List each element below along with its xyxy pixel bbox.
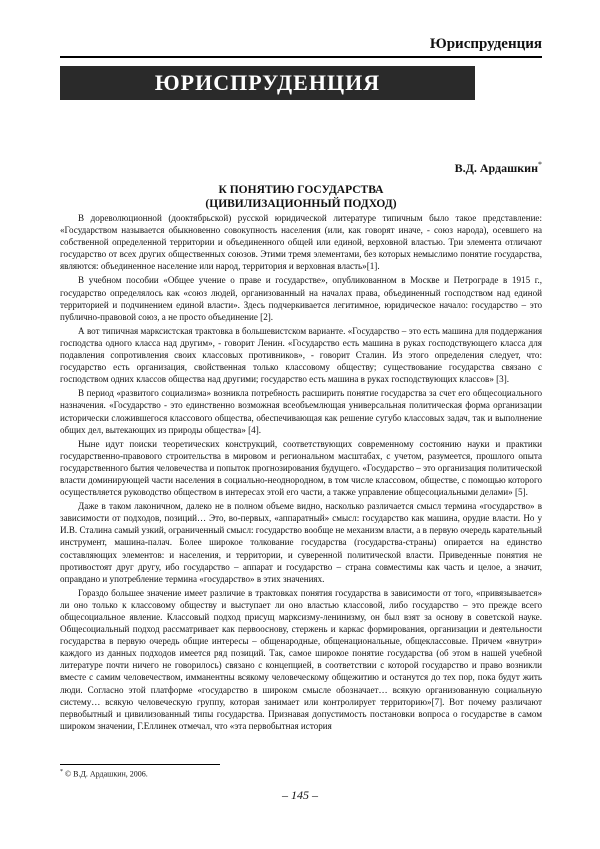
footnote-text: © В.Д. Ардашкин, 2006. bbox=[65, 769, 148, 779]
paragraph-7: Гораздо большее значение имеет различие в трактовках понятия государства в зависимости от того, «привязывается» ли оно только к классовому обществу и выступает ли оно властью классовой, либо государство – это прежде всего общесоциальное явление. Классовый подход присущ марксизму-ленинизму, он был взят за основу в советской науке. Общесоциальный подход рассматривает как первооснову, стержень и каркас формирования, организации и деятельности государства в первую очередь общие интересы – общенародные, общенациональные, общеклассовые. Причем «внутри» каждого из данных подходов имеется ряд позиций. Так, самое широкое понятие государства (об этом в нашей учебной литературе почти ничего не говорилось) связано с концепцией, в соответствии с которой государство и право возникли вместе с самим человечеством, имманентны всякому человеческому общежитию и останутся до тех пор, пока будут жить люди. Согласно этой платформе «государство в широком смысле обозначает… всякую организованную социальную систему… всякую человеческую группу, которая занимает или контролирует территорию»[7]. Вот почему различают первобытный и цивилизованный типы государства. Признавая допустимость постановки вопроса о государстве в самом широком значении, Г.Еллинек отмечал, что «эта первобытная история bbox=[60, 587, 542, 731]
paragraph-3: А вот типичная марксистская трактовка в большевистском варианте. «Государство – это есть машина для поддержания господства одного класса над другим», - говорит Ленин. «Государство есть машина в руках господствующего класса для подавления сопротивления своих классовых противников», - говорит Сталин. Из этого определения следует, что: государство есть организация, свойственная только классовому обществу; существование государства связано с господством одних классов общества над другими; государство есть машина в руках господствующих классов» [3]. bbox=[60, 325, 542, 385]
article-title-line-2: (ЦИВИЛИЗАЦИОННЫЙ ПОДХОД) bbox=[205, 198, 397, 211]
footnote bbox=[60, 769, 148, 779]
paragraph-2: В учебном пособии «Общее учение о праве и государстве», опубликованном в Москве и Петрограде в 1915 г., государство определялось как «союз людей, организованный на началах права, объединенный господством над единой территорией и подчинением единой власти». Здесь подчеркивается легитимное, юридическое начало: государство – это публично-правовой союз, а не просто объединение [2]. bbox=[60, 275, 542, 322]
page-number-label: – 145 – bbox=[282, 788, 318, 802]
page-number bbox=[0, 788, 600, 803]
author-byline bbox=[455, 160, 542, 176]
paragraph-4: В период «развитого социализма» возникла потребность расширить понятие государства за счет его общесоциального назначения. «Государство - это единственно возможная всеобъемлющая универсальная политическая форма организации исторически сложившегося классового общества, обеспечивающая как решение сугубо классовых задач, так и выполнение общих дел, вытекающих из природы общества» [4]. bbox=[60, 388, 542, 435]
article-title bbox=[60, 183, 542, 212]
paragraph-1: В дореволюционной (дооктябрьской) русской юридической литературе типичным было такое представление: «Государством называется обыкновенно совокупность населения (или, как говорят иначе, - союз народа), осевшего на собственной определенной территории и объединенного общей или единой, верховной властью. Три элемента отличают государство от всех других общественных союзов. Этими тремя элементами, без которых немыслимо понятие государства, являются: объединенное население или народ, территория и верховная власть»[1]. bbox=[60, 213, 542, 272]
paragraph-5: Ныне идут поиски теоретических конструкций, соответствующих современному состоянию науки и практики государственно-правового строительства в мировом и региональном масштабах, с учетом, разумеется, прошлого опыта государственного бытия человечества и попыток прогнозирования будущего. «Государство – это организация политической власти доминирующей части населения в социально-неоднородном, в том числе классовом, обществе, с помощью которого осуществляется руководство обществом в интересах этой его части, а также управление общесоциальными делами» [5]. bbox=[60, 438, 542, 498]
author-footnote-mark: * bbox=[538, 160, 542, 169]
footnote-divider bbox=[60, 764, 220, 765]
section-banner bbox=[60, 66, 475, 100]
footnote-mark: * bbox=[60, 769, 63, 775]
author-name: В.Д. Ардашкин bbox=[454, 161, 538, 175]
paragraph-6: Даже в таком лаконичном, далеко не в полном объеме видно, насколько различается смысл термина «государство» в зависимости от подходов, позиций… Это, во-первых, «аппаратный» смысл: государство как машина, орудие власти. Но у И.В. Сталина самый узкий, ограниченный смысл: государство вообще не механизм власти, а в первую очередь карательный инструмент, машина-палач. Более широкое толкование государства (государства-страны) опирается на единство составляющих элементов: и населения, и территории, и суверенной политической власти. Приведенные понятия не противостоят друг другу, ибо государство – аппарат и государство – страна совместимы как часть и целое, а значит, оправдано и употребление термина «государство» в этих значениях. bbox=[60, 501, 542, 584]
running-head bbox=[60, 36, 542, 58]
article-title-line-1: К ПОНЯТИЮ ГОСУДАРСТВА bbox=[218, 184, 384, 196]
running-head-title: Юриспруденция bbox=[429, 36, 542, 52]
section-banner-label: ЮРИСПРУДЕНЦИЯ bbox=[154, 70, 381, 95]
article-body bbox=[60, 212, 542, 734]
